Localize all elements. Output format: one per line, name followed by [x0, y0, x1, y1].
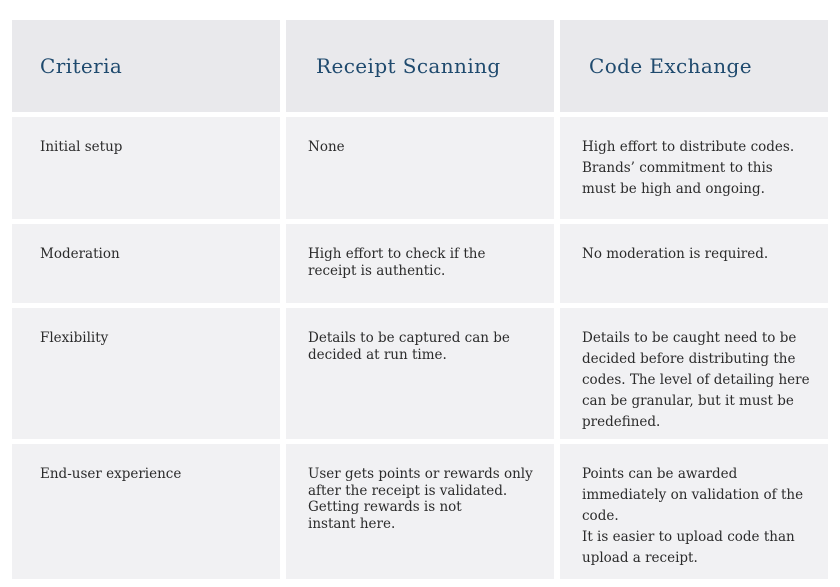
cell-line: decided before distributing the: [582, 351, 796, 367]
header-receipt-scanning: Receipt Scanning: [286, 20, 554, 112]
cell-line: Details to be caught need to be: [582, 330, 797, 346]
row-moderation-code: [560, 224, 828, 303]
row-moderation-criteria: Moderation: [12, 224, 280, 303]
row-flexibility-receipt: [286, 308, 554, 439]
cell-line: can be granular, but it must be: [582, 393, 794, 409]
cell-line: Brands’ commitment to this: [582, 160, 773, 176]
cell-line: No moderation is required.: [582, 246, 769, 262]
row-end-user-experience-criteria: End-user experience: [12, 444, 280, 579]
cell-line: after the receipt is validated.: [308, 482, 508, 499]
cell-line: Details to be captured can be: [308, 330, 510, 346]
cell-line: High effort to distribute codes.: [582, 139, 795, 155]
cell-line: It is easier to upload code than: [582, 529, 795, 545]
row-initial-setup-receipt: [286, 117, 554, 219]
row-flexibility-code: [560, 308, 828, 439]
cell-line: predefined.: [582, 414, 661, 430]
cell-line: immediately on validation of the: [582, 487, 804, 503]
cell-line: instant here.: [308, 515, 396, 532]
cell-line: receipt is authentic.: [308, 262, 446, 279]
row-initial-setup-criteria: Initial setup: [12, 117, 280, 219]
header-code-exchange: Code Exchange: [560, 20, 828, 112]
cell-line: code.: [582, 508, 619, 524]
cell-line: must be high and ongoing.: [582, 181, 765, 197]
cell-line: Getting rewards is not: [308, 499, 462, 515]
cell-line: High effort to check if the: [308, 246, 486, 262]
row-moderation-receipt: [286, 224, 554, 303]
row-end-user-experience-receipt: [286, 444, 554, 579]
comparison-table: [12, 20, 828, 579]
row-initial-setup-code: [560, 117, 828, 219]
cell-line: Points can be awarded: [582, 466, 738, 482]
cell-line: decided at run time.: [308, 346, 447, 363]
header-criteria: Criteria: [12, 20, 280, 112]
cell-line: User gets points or rewards only: [308, 466, 533, 482]
row-flexibility-criteria: Flexibility: [12, 308, 280, 439]
cell-line: None: [308, 139, 345, 155]
row-end-user-experience-code: [560, 444, 828, 579]
cell-line: codes. The level of detailing here: [582, 372, 810, 388]
cell-line: upload a receipt.: [582, 550, 698, 566]
